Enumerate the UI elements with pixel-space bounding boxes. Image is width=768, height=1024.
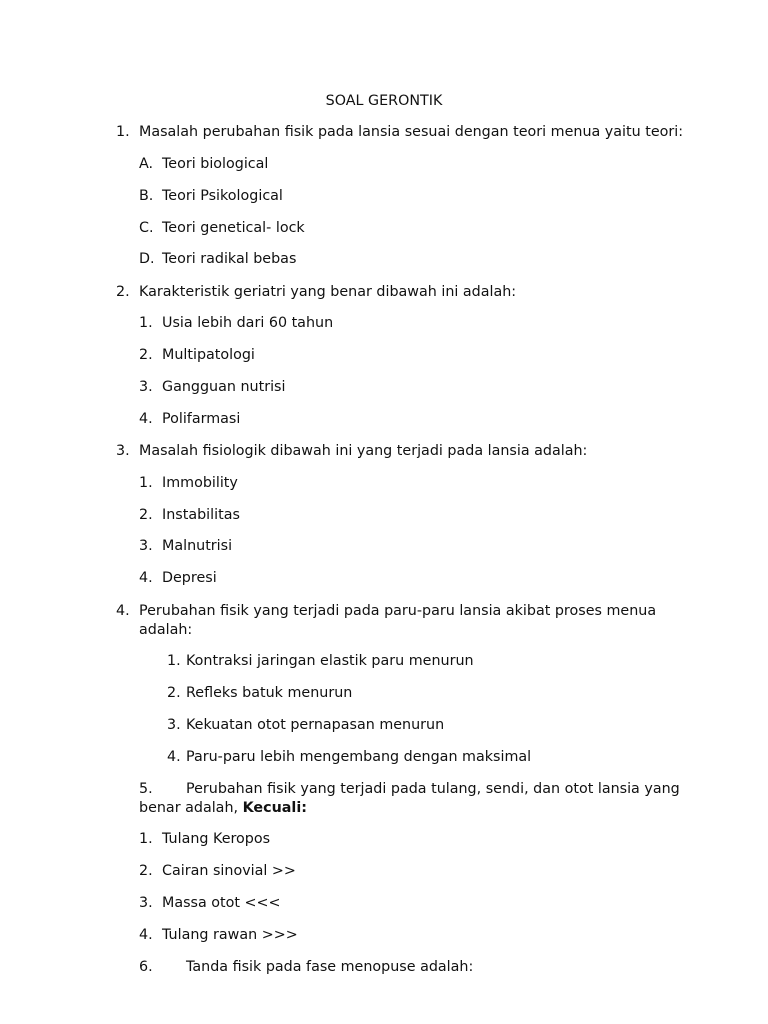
question-text: Karakteristik geriatri yang benar dibawah ini adalah: (139, 284, 517, 300)
option-label: 1. (139, 315, 153, 331)
option-text: Paru-paru lebih mengembang dengan maksimal (186, 749, 532, 765)
document-title: SOAL GERONTIK (325, 93, 443, 109)
option-label: 1. (139, 475, 153, 491)
option-label: 4. (139, 411, 153, 427)
option-label: 3. (139, 895, 153, 911)
option-label: 2. (139, 507, 153, 523)
option-text: Massa otot <<< (162, 895, 281, 911)
option-label: 3. (139, 538, 153, 554)
option-label: 4. (139, 570, 153, 586)
option-text: Refleks batuk menurun (186, 685, 353, 701)
option-text: Teori biological (162, 156, 269, 172)
option-label: B. (139, 188, 154, 204)
option-text: Immobility (162, 475, 238, 491)
option-label: 3. (167, 717, 181, 733)
question-text-line1: Perubahan fisik yang terjadi pada paru-paru lansia akibat proses menua (139, 603, 657, 619)
option-label: 1. (167, 653, 181, 669)
option-text: Teori genetical- lock (162, 220, 305, 236)
option-text: Gangguan nutrisi (162, 379, 286, 395)
question-number: 1. (116, 124, 130, 140)
option-label: 2. (139, 347, 153, 363)
option-text: Instabilitas (162, 507, 240, 523)
question-text: Masalah fisiologik dibawah ini yang terjadi pada lansia adalah: (139, 443, 588, 459)
question-text-line2-wrap (139, 799, 307, 818)
question-text: Tanda fisik pada fase menopuse adalah: (186, 959, 474, 975)
option-text: Polifarmasi (162, 411, 241, 427)
question-number: 6. (139, 959, 153, 975)
option-text: Teori radikal bebas (162, 251, 297, 267)
question-text-line2: adalah: (139, 622, 193, 638)
option-label: A. (139, 156, 154, 172)
option-label: 4. (139, 927, 153, 943)
option-text: Tulang Keropos (162, 831, 271, 847)
option-text: Teori Psikological (162, 188, 283, 204)
option-label: C. (139, 220, 154, 236)
option-text: Malnutrisi (162, 538, 233, 554)
question-number: 2. (116, 284, 130, 300)
question-number: 5. (139, 781, 153, 797)
option-text: Tulang rawan >>> (162, 927, 298, 943)
option-label: 2. (139, 863, 153, 879)
option-text: Kontraksi jaringan elastik paru menurun (186, 653, 474, 669)
option-text: Cairan sinovial >> (162, 863, 296, 879)
option-text: Depresi (162, 570, 217, 586)
emphasis-text: Kecuali: (242, 800, 307, 816)
option-text: Kekuatan otot pernapasan menurun (186, 717, 445, 733)
question-text-line2: benar adalah, (139, 800, 239, 816)
option-label: 4. (167, 749, 181, 765)
question-text-line1: Perubahan fisik yang terjadi pada tulang, sendi, dan otot lansia yang (186, 781, 680, 797)
question-number: 3. (116, 443, 130, 459)
option-label: 2. (167, 685, 181, 701)
option-text: Usia lebih dari 60 tahun (162, 315, 334, 331)
option-text: Multipatologi (162, 347, 255, 363)
option-label: D. (139, 251, 155, 267)
question-number: 4. (116, 603, 130, 619)
option-label: 3. (139, 379, 153, 395)
question-text: Masalah perubahan fisik pada lansia sesuai dengan teori menua yaitu teori: (139, 124, 684, 140)
option-label: 1. (139, 831, 153, 847)
